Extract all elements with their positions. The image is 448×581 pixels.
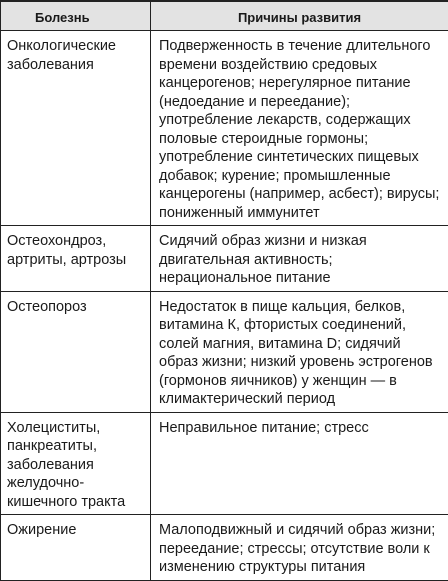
disease-cell: Остеопороз (1, 291, 151, 412)
disease-cell: Онкологические заболевания (1, 31, 151, 226)
causes-cell: Сидячий образ жизни и низкая двигательная активность; нерациональное питание (151, 226, 448, 292)
disease-cell: Ожирение (1, 515, 151, 581)
column-header-causes: Причины развития (151, 1, 448, 31)
table-row (1, 291, 448, 412)
causes-cell: Недостаток в пище кальция, белков, витамина К, фтористых соединений, солей магния, витамина D; сидячий образ жизни; низкий уровень эстрогенов (гормонов яичников) у женщин — в климактерический период (151, 291, 448, 412)
disease-cell: Остеохондроз, артриты, артрозы (1, 226, 151, 292)
causes-cell: Подверженность в течение длительного времени воздействию средовых канцерогенов; нерегулярное питание (недоедание и переедание); употребление лекарств, содержащих половые стероидные гормоны; употребление синтетических пищевых добавок; курение; промышленные канцерогены (например, асбест); вирусы; пониженный иммунитет (151, 31, 448, 226)
disease-cell: Холециститы, панкреатиты, заболевания желудочно-кишечного тракта (1, 412, 151, 515)
causes-cell: Неправильное питание; стресс (151, 412, 448, 515)
causes-cell: Малоподвижный и сидячий образ жизни; переедание; стрессы; отсутствие воли к изменению структуры питания (151, 515, 448, 581)
table-row (1, 31, 448, 226)
table-row (1, 226, 448, 292)
column-header-disease: Болезнь (1, 1, 151, 31)
table-header-row (1, 1, 448, 31)
table-row (1, 412, 448, 515)
table-row (1, 515, 448, 581)
